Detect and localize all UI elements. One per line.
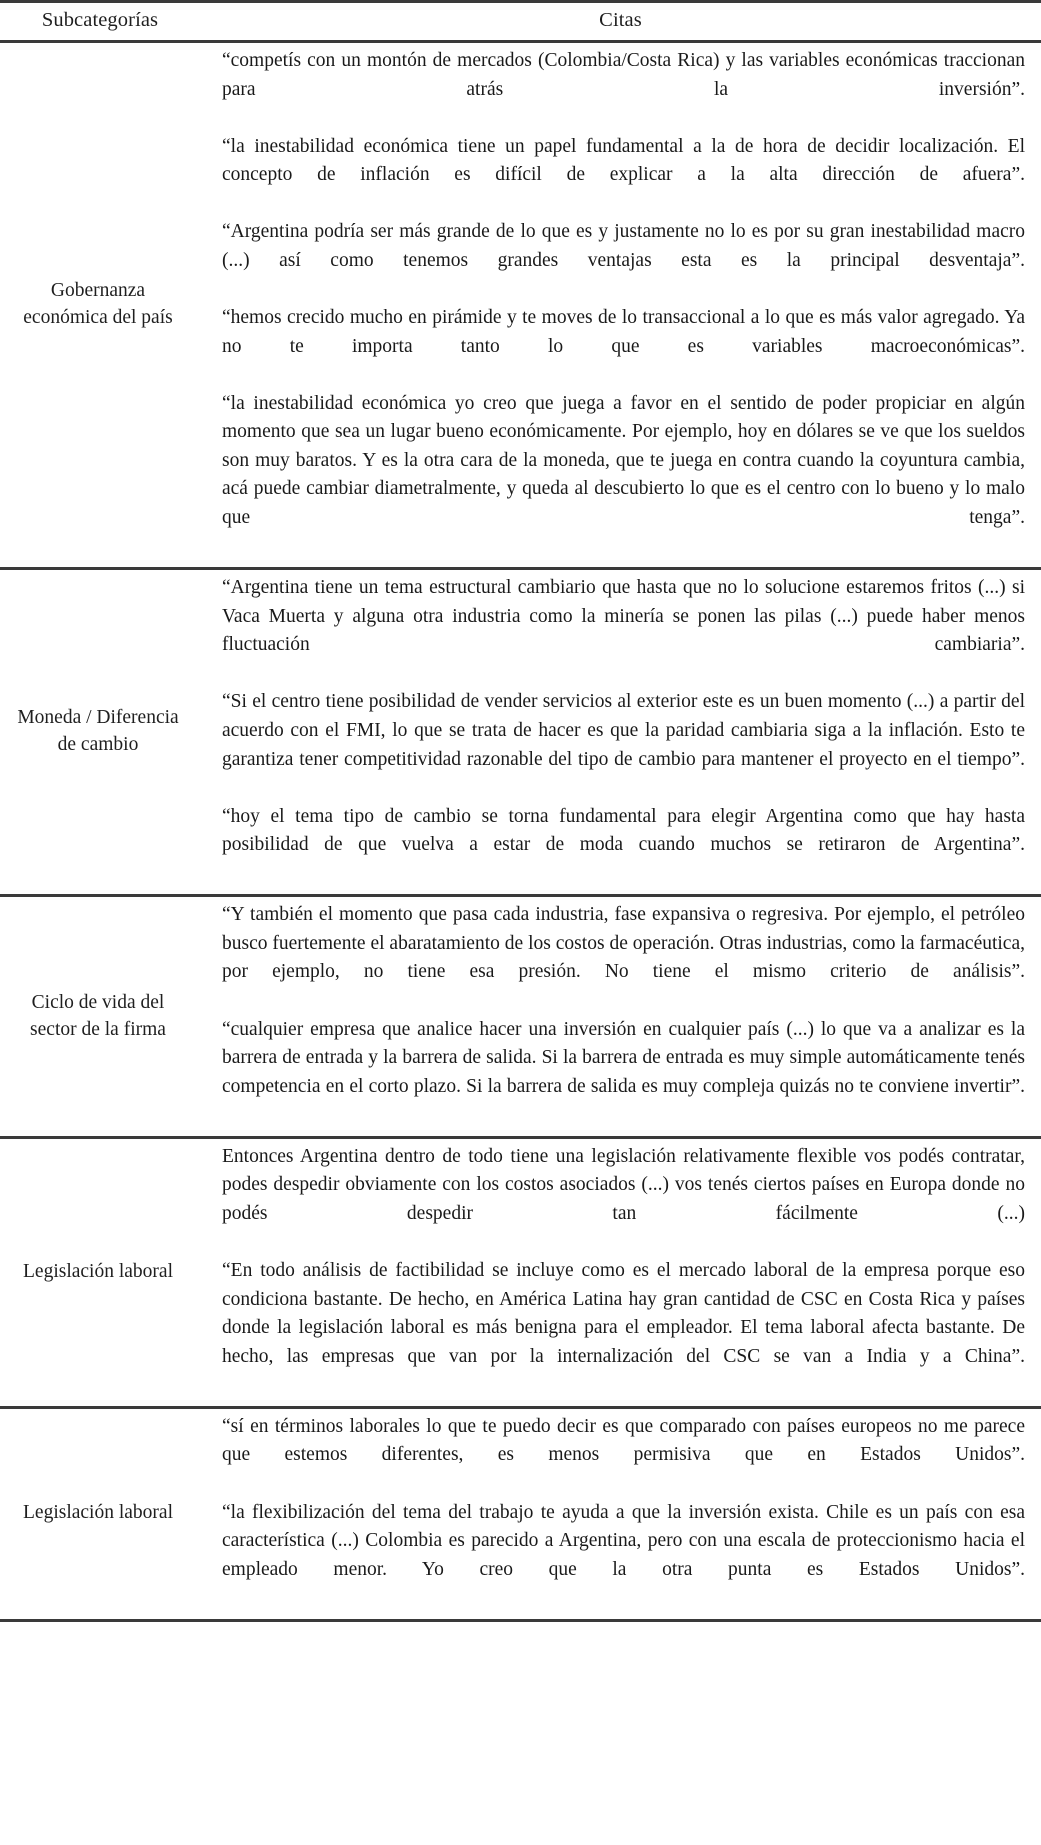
subcategory-label: Moneda / Diferencia de cambio	[17, 707, 179, 756]
table-body	[0, 42, 1041, 1621]
quote-text: “hoy el tema tipo de cambio se torna fundamental para elegir Argentina como que hay hasta posibilidad de que vuelva a estar de moda cuando muchos se retiraron de Argentina”.	[222, 805, 1025, 856]
table-header	[0, 2, 1041, 42]
quote-text: Entonces Argentina dentro de todo tiene una legislación relativamente flexible vos podés contratar, podes despedir obviamente con los costos asociados (...) vos tenés ciertos países en Europa donde no podés despedir tan fácilmente (...)	[222, 1145, 1025, 1224]
quote-text: “Argentina tiene un tema estructural cambiario que hasta que no lo solucione estaremos fritos (...) si Vaca Muerta y alguna otra industria como la minería se ponen las pilas (...) puede haber menos fluctuación cambiaria”.	[222, 577, 1025, 656]
quote-text: “Si el centro tiene posibilidad de vender servicios al exterior este es un buen momento (...) a partir del acuerdo con el FMI, lo que se trata de hacer es que la paridad cambiaria siga a la inflación. Esto te garantiza tener competitividad razonable del tipo de cambio para mantener el proyecto en el tiempo”.	[222, 691, 1025, 770]
quote-text: “la flexibilización del tema del trabajo te ayuda a que la inversión exista. Chile es un país con esa característica (...) Colombia es parecido a Argentina, pero con una escala de proteccionismo hacia el empleado menor. Yo creo que la otra punta es Estados Unidos”.	[222, 1501, 1025, 1580]
table-row	[0, 1407, 1041, 1620]
subcategory-label: Legislación laboral	[23, 1260, 173, 1282]
quotes-cell	[200, 42, 1041, 569]
quote-text: “hemos crecido mucho en pirámide y te moves de lo transaccional a lo que es más valor agregado. Ya no te importa tanto lo que es variables macroeconómicas”.	[222, 307, 1025, 357]
table-row	[0, 42, 1041, 569]
quotes-cell	[200, 1137, 1041, 1407]
quote-text: “la inestabilidad económica yo creo que juega a favor en el sentido de poder propiciar en algún momento que sea un lugar bueno económicamente. Por ejemplo, hoy en dólares se ve que los sueldos son muy baratos. Y es la otra cara de la moneda, que te juega en contra cuando la coyuntura cambia, acá puede cambiar diametralmente, y queda al descubierto lo que es el centro con lo bueno y lo malo que tenga”.	[222, 392, 1025, 528]
column-header-citas: Citas	[599, 9, 642, 31]
subcategory-cell	[0, 1137, 200, 1407]
quote-text: “Argentina podría ser más grande de lo que es y justamente no lo es por su gran inestabilidad macro (...) así como tenemos grandes ventajas esta es la principal desventaja”.	[222, 221, 1025, 271]
table-row	[0, 569, 1041, 896]
column-header-subcategorias: Subcategorías	[41, 9, 159, 31]
subcategory-cell	[0, 569, 200, 896]
subcategory-label: Legislación laboral	[23, 1502, 173, 1524]
table-header-row	[0, 2, 1041, 42]
quotes-cell	[200, 569, 1041, 896]
quote-text: “competís con un montón de mercados (Colombia/Costa Rica) y las variables económicas traccionan para atrás la inversión”.	[222, 50, 1025, 100]
subcategory-label: Gobernanza económica del país	[23, 280, 173, 329]
table-row	[0, 896, 1041, 1138]
quotes-cell	[200, 1407, 1041, 1620]
subcategory-cell	[0, 1407, 200, 1620]
quote-text: “En todo análisis de factibilidad se incluye como es el mercado laboral de la empresa porque eso condiciona bastante. De hecho, en América Latina hay gran cantidad de CSC en Costa Rica y países donde la legislación laboral es más benigna para el empleador. El tema laboral afecta bastante. De hecho, las empresas que van por la internalización del CSC se van a India y a China”.	[222, 1260, 1025, 1367]
quote-text: “Y también el momento que pasa cada industria, fase expansiva o regresiva. Por ejemplo, el petróleo busco fuertemente el abaratamiento de los costos de operación. Otras industrias, como la farmacéutica, por ejemplo, no tiene esa presión. No tiene el mismo criterio de análisis”.	[222, 904, 1025, 983]
quote-text: “cualquier empresa que analice hacer una inversión en cualquier país (...) lo que va a analizar es la barrera de entrada y la barrera de salida. Si la barrera de entrada es muy simple automáticamente tenés competencia en el corto plazo. Si la barrera de salida es muy compleja quizás no te conviene invertir”.	[222, 1018, 1025, 1097]
subcategory-cell	[0, 42, 200, 569]
quote-text: “sí en términos laborales lo que te puedo decir es que comparado con países europeos no me parece que estemos diferentes, es menos permisiva que en Estados Unidos”.	[222, 1415, 1025, 1466]
quotes-cell	[200, 896, 1041, 1138]
table-row	[0, 1137, 1041, 1407]
quote-text: “la inestabilidad económica tiene un papel fundamental a la de hora de decidir localización. El concepto de inflación es difícil de explicar a la alta dirección de afuera”.	[222, 135, 1025, 186]
subcategory-label: Ciclo de vida del sector de la firma	[30, 991, 166, 1040]
subcategory-cell	[0, 896, 200, 1138]
